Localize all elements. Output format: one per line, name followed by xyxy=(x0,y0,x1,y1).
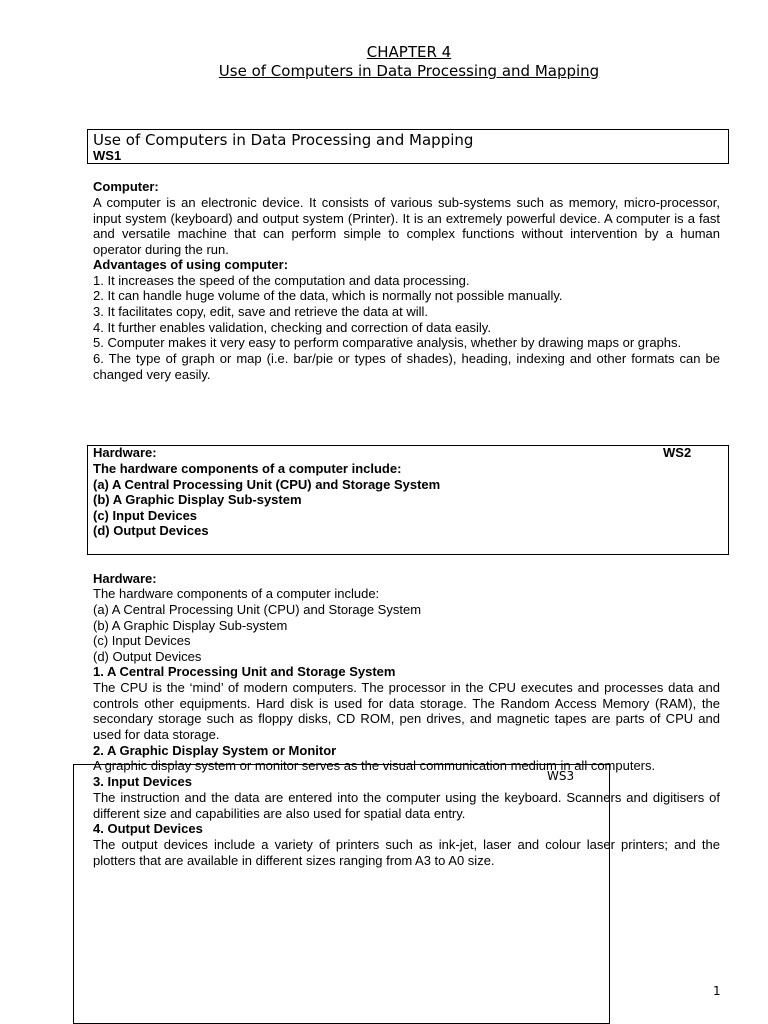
page-number: 1 xyxy=(713,984,721,998)
ws3-label: WS3 xyxy=(547,769,575,783)
hardware-item: (d) Output Devices xyxy=(93,649,202,664)
ws1-title: Use of Computers in Data Processing and Mapping xyxy=(93,131,474,149)
advantages-heading: Advantages of using computer: xyxy=(93,257,289,272)
ws2-heading: Hardware: xyxy=(93,445,157,460)
ws2-intro: The hardware components of a computer include: xyxy=(93,461,402,476)
ws2-item: (b) A Graphic Display Sub-system xyxy=(93,492,302,507)
hardware-item: (c) Input Devices xyxy=(93,633,191,648)
hardware-intro: The hardware components of a computer include: xyxy=(93,586,380,601)
cpu-heading: 1. A Central Processing Unit and Storage System xyxy=(93,664,396,679)
chapter-heading: CHAPTER 4 xyxy=(366,43,452,61)
cpu-paragraph: The CPU is the ‘mind’ of modern computers. The processor in the CPU executes and processes data and controls other equipments. Hard disk is used for data storage. The Random Access Memory (RAM), the secondary storage such as floppy disks, CD ROM, pen drives, and magnetic tapes are parts of CPU and used for data storage. xyxy=(93,680,720,742)
input-heading: 3. Input Devices xyxy=(93,774,192,789)
hardware-item: (a) A Central Processing Unit (CPU) and Storage System xyxy=(93,602,422,617)
input-paragraph: The instruction and the data are entered into the computer using the keyboard. Scanners and digitisers of different size and capabilities are also used for spatial data entry. xyxy=(93,790,720,821)
advantage-item: 2. It can handle huge volume of the data, which is normally not possible manually. xyxy=(93,288,563,303)
computer-heading: Computer: xyxy=(93,179,159,194)
advantage-item: 5. Computer makes it very easy to perform comparative analysis, whether by drawing maps or graphs. xyxy=(93,335,682,350)
advantage-item: 3. It facilitates copy, edit, save and retrieve the data at will. xyxy=(93,304,429,319)
ws1-label: WS1 xyxy=(93,148,122,163)
display-heading: 2. A Graphic Display System or Monitor xyxy=(93,743,337,758)
advantage-item: 6. The type of graph or map (i.e. bar/pie or types of shades), heading, indexing and other formats can be changed very easily. xyxy=(93,351,720,382)
output-paragraph: The output devices include a variety of printers such as ink-jet, laser and colour laser printers; and the plotters that are available in different sizes ranging from A3 to A0 size. xyxy=(93,837,720,868)
hardware-item: (b) A Graphic Display Sub-system xyxy=(93,618,288,633)
ws2-label: WS2 xyxy=(663,445,692,460)
output-heading: 4. Output Devices xyxy=(93,821,203,836)
advantage-item: 4. It further enables validation, checking and correction of data easily. xyxy=(93,320,491,335)
chapter-title: Use of Computers in Data Processing and Mapping xyxy=(218,62,600,80)
computer-paragraph: A computer is an electronic device. It consists of various sub-systems such as memory, micro-processor, input system (keyboard) and output system (Printer). It is an extremely powerful device. A computer is a fast and versatile machine that can perform simple to complex functions without intervention by a human operator during the run. xyxy=(93,195,720,257)
ws2-item: (c) Input Devices xyxy=(93,508,198,523)
ws2-item: (d) Output Devices xyxy=(93,523,209,538)
ws2-item: (a) A Central Processing Unit (CPU) and Storage System xyxy=(93,477,441,492)
advantage-item: 1. It increases the speed of the computation and data processing. xyxy=(93,273,470,288)
display-paragraph: A graphic display system or monitor serves as the visual communication medium in all computers. xyxy=(93,758,656,773)
hardware-heading: Hardware: xyxy=(93,571,157,586)
ws1-box xyxy=(87,129,729,164)
ws3-box xyxy=(73,764,610,1024)
